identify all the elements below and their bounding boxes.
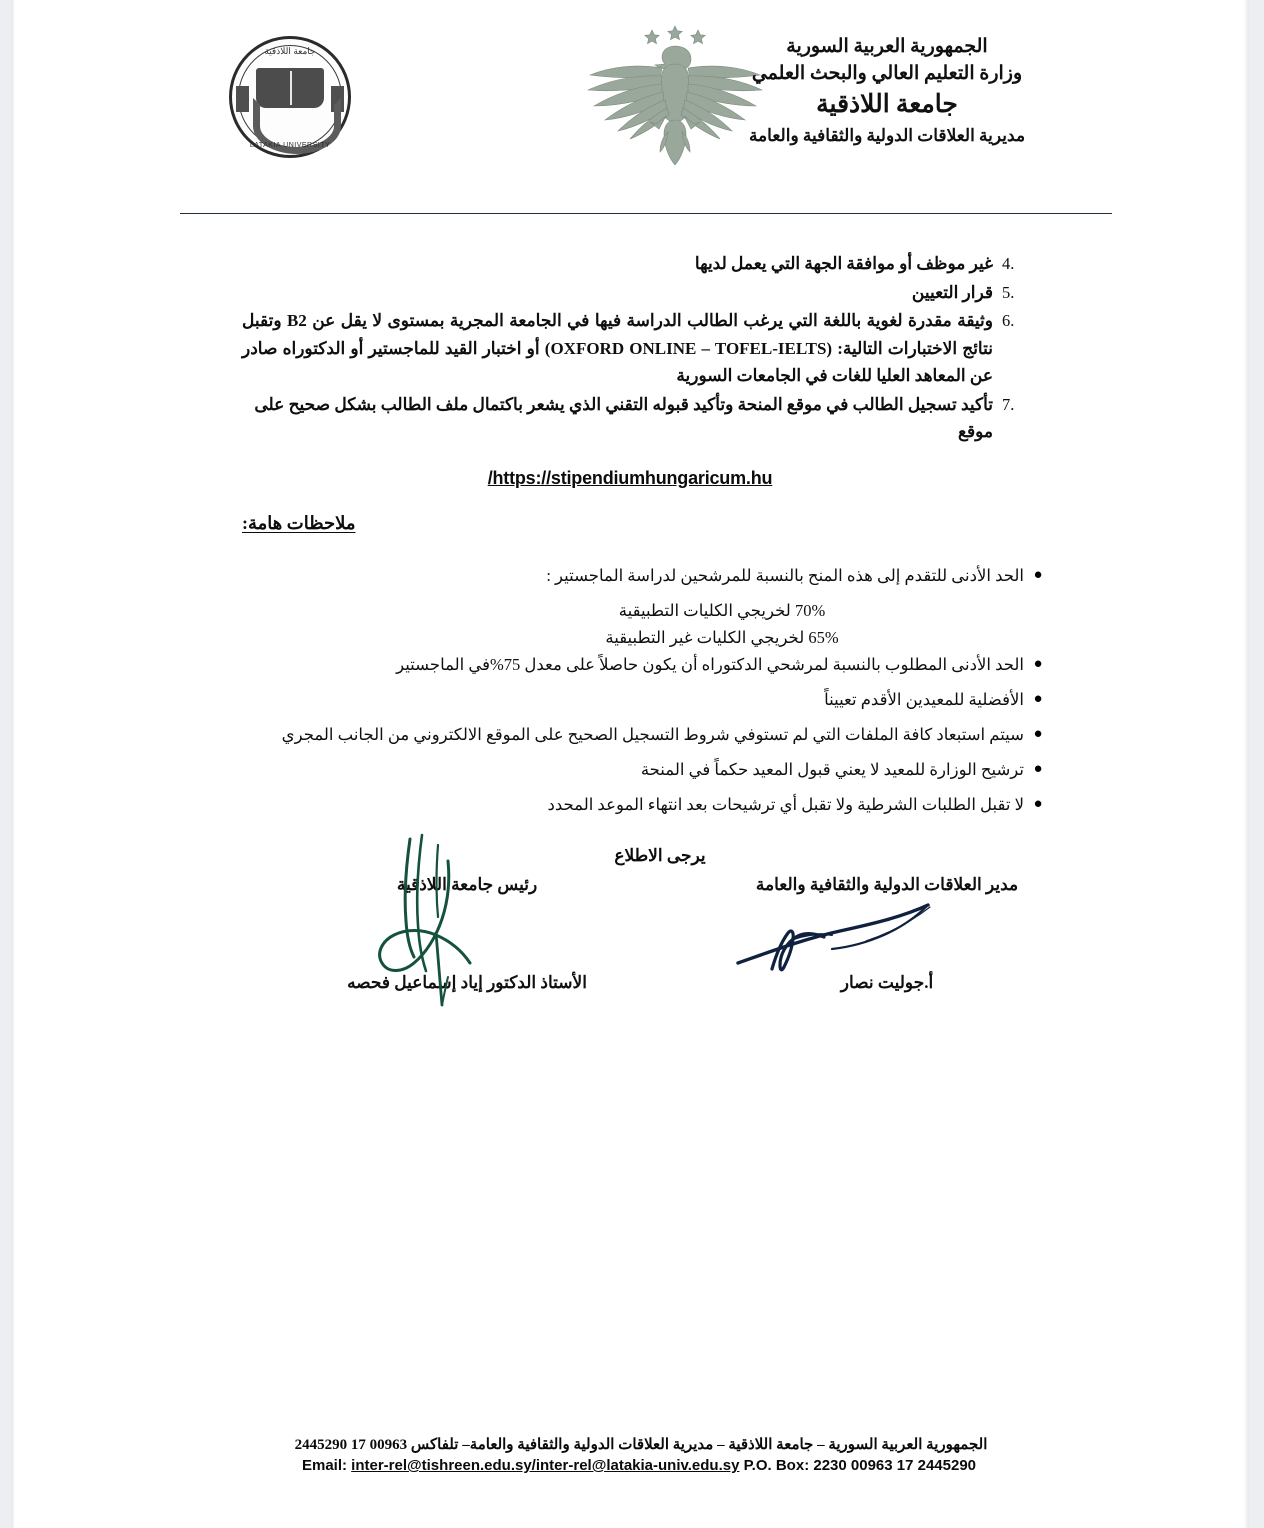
list-item bbox=[262, 562, 1052, 589]
list-item-text: غير موظف أو موافقة الجهة التي يعمل لديها bbox=[694, 254, 993, 273]
header-country-line: الجمهورية العربية السورية bbox=[786, 36, 988, 57]
list-item bbox=[262, 791, 1052, 818]
header-divider bbox=[180, 213, 1112, 214]
header-university-line: جامعة اللاذقية bbox=[816, 91, 958, 118]
list-item bbox=[262, 686, 1052, 713]
bullet-icon: ● bbox=[1033, 655, 1043, 672]
bullet-icon: ● bbox=[1033, 690, 1043, 707]
list-item-number: .7 bbox=[1002, 394, 1015, 414]
list-item bbox=[262, 721, 1052, 748]
list-item-text: وثيقة مقدرة لغوية باللغة التي يرغب الطالب الدراسة فيها في الجامعة المجرية بمستوى لا يقل عن B2 وتقبل نتائج الاختبارات التالية: (OXFORD ONLINE – TOFEL-IELTS) أو اختبار القيد للماجستير أو الدكتوراه صادر عن المعاهد العليا للغات في الجامعات السورية bbox=[242, 311, 993, 385]
list-item bbox=[262, 651, 1052, 678]
important-notes-heading bbox=[12, 513, 1248, 534]
seal-top-text: جامعة اللاذقية bbox=[264, 46, 316, 56]
handwritten-signature-director bbox=[732, 891, 962, 981]
important-notes-heading-text: ملاحظات هامة: bbox=[242, 512, 356, 533]
scholarship-url-line bbox=[12, 468, 1248, 489]
list-item bbox=[262, 756, 1052, 783]
bullet-sub-line: 70% لخريجي الكليات التطبيقية bbox=[618, 600, 826, 620]
signature-column-president bbox=[302, 875, 632, 993]
bullet-icon: ● bbox=[1033, 760, 1043, 777]
signature-ink-area bbox=[722, 895, 1052, 973]
signature-name: الأستاذ الدكتور إياد إسماعيل فحصه bbox=[347, 973, 587, 992]
bullet-icon: ● bbox=[1033, 795, 1043, 812]
list-item-text: سيتم استبعاد كافة الملفات التي لم تستوفي شروط التسجيل الصحيح على الموقع الالكتروني من الجانب المجري bbox=[281, 724, 1024, 744]
list-item bbox=[242, 250, 1032, 278]
important-notes-bullet-list bbox=[262, 562, 1052, 818]
header-department-line: مديرية العلاقات الدولية والثقافية والعامة bbox=[748, 126, 1026, 145]
list-item-text: قرار التعيين bbox=[911, 282, 993, 302]
footer-contact-line bbox=[12, 1457, 1248, 1474]
seal-bottom-text: LATAKIA UNIVERSITY bbox=[249, 142, 331, 149]
footer-address-line: الجمهورية العربية السورية – جامعة اللاذقية – مديرية العلاقات الدولية والثقافية والعامة– تلفاكس 00963 17 2445290 bbox=[294, 1437, 988, 1453]
page-footer bbox=[12, 1435, 1248, 1474]
document-body bbox=[12, 250, 1248, 866]
scholarship-url-link[interactable]: /https://stipendiumhungaricum.hu bbox=[487, 467, 773, 488]
list-item-number: .4 bbox=[1002, 254, 1015, 273]
letterhead bbox=[12, 0, 1248, 200]
list-item-text: الأفضلية للمعيدين الأقدم تعييناً bbox=[824, 689, 1024, 709]
signature-block bbox=[12, 875, 1248, 1055]
list-item bbox=[242, 279, 1032, 307]
bullet-sub-line: 65% لخريجي الكليات غير التطبيقية bbox=[605, 627, 839, 647]
university-seal-icon bbox=[225, 32, 355, 162]
list-item-text: لا تقبل الطلبات الشرطية ولا تقبل أي ترشيحات بعد انتهاء الموعد المحدد bbox=[547, 794, 1024, 814]
document-page bbox=[12, 0, 1248, 1528]
signature-title: رئيس جامعة اللاذقية bbox=[396, 875, 538, 894]
list-item-text: الحد الأدنى المطلوب بالنسبة لمرشحي الدكتوراه أن يكون حاصلاً على معدل 75%في الماجستير bbox=[396, 654, 1024, 674]
list-item-number: .5 bbox=[1002, 282, 1015, 302]
header-ministry-line: وزارة التعليم العالي والبحث العلمي bbox=[751, 63, 1023, 84]
please-review-note: يرجى الاطلاع bbox=[614, 845, 706, 865]
requirements-numbered-list bbox=[242, 250, 1032, 446]
list-item-text: الحد الأدنى للتقدم إلى هذه المنح بالنسبة للمرشحين لدراسة الماجستير : bbox=[546, 565, 1024, 585]
list-item bbox=[242, 391, 1032, 446]
signature-column-director bbox=[722, 875, 1052, 993]
list-item bbox=[242, 307, 1032, 390]
ministry-header-block bbox=[722, 33, 1052, 149]
footer-email-addresses[interactable]: inter-rel@tishreen.edu.sy/inter-rel@latakia-univ.edu.sy bbox=[351, 1457, 740, 1474]
footer-email-label: Email: bbox=[301, 1457, 347, 1474]
bullet-icon: ● bbox=[1033, 725, 1043, 742]
signature-title: مدير العلاقات الدولية والثقافية والعامة bbox=[755, 875, 1019, 894]
footer-po-box: P.O. Box: 2230 00963 17 2445290 bbox=[743, 1457, 977, 1474]
list-item-text: تأكيد تسجيل الطالب في موقع المنحة وتأكيد قبوله التقني الذي يشعر باكتمال ملف الطالب بشكل صحيح على موقع bbox=[254, 394, 993, 441]
signature-name: أ.جوليت نصار bbox=[840, 973, 934, 992]
bullet-icon: ● bbox=[1033, 566, 1043, 583]
list-item-text: ترشيح الوزارة للمعيد لا يعني قبول المعيد حكماً في المنحة bbox=[640, 759, 1024, 779]
list-item-number: .6 bbox=[1002, 311, 1015, 330]
signature-ink-area bbox=[302, 895, 632, 973]
seal-tab-left bbox=[236, 86, 249, 112]
